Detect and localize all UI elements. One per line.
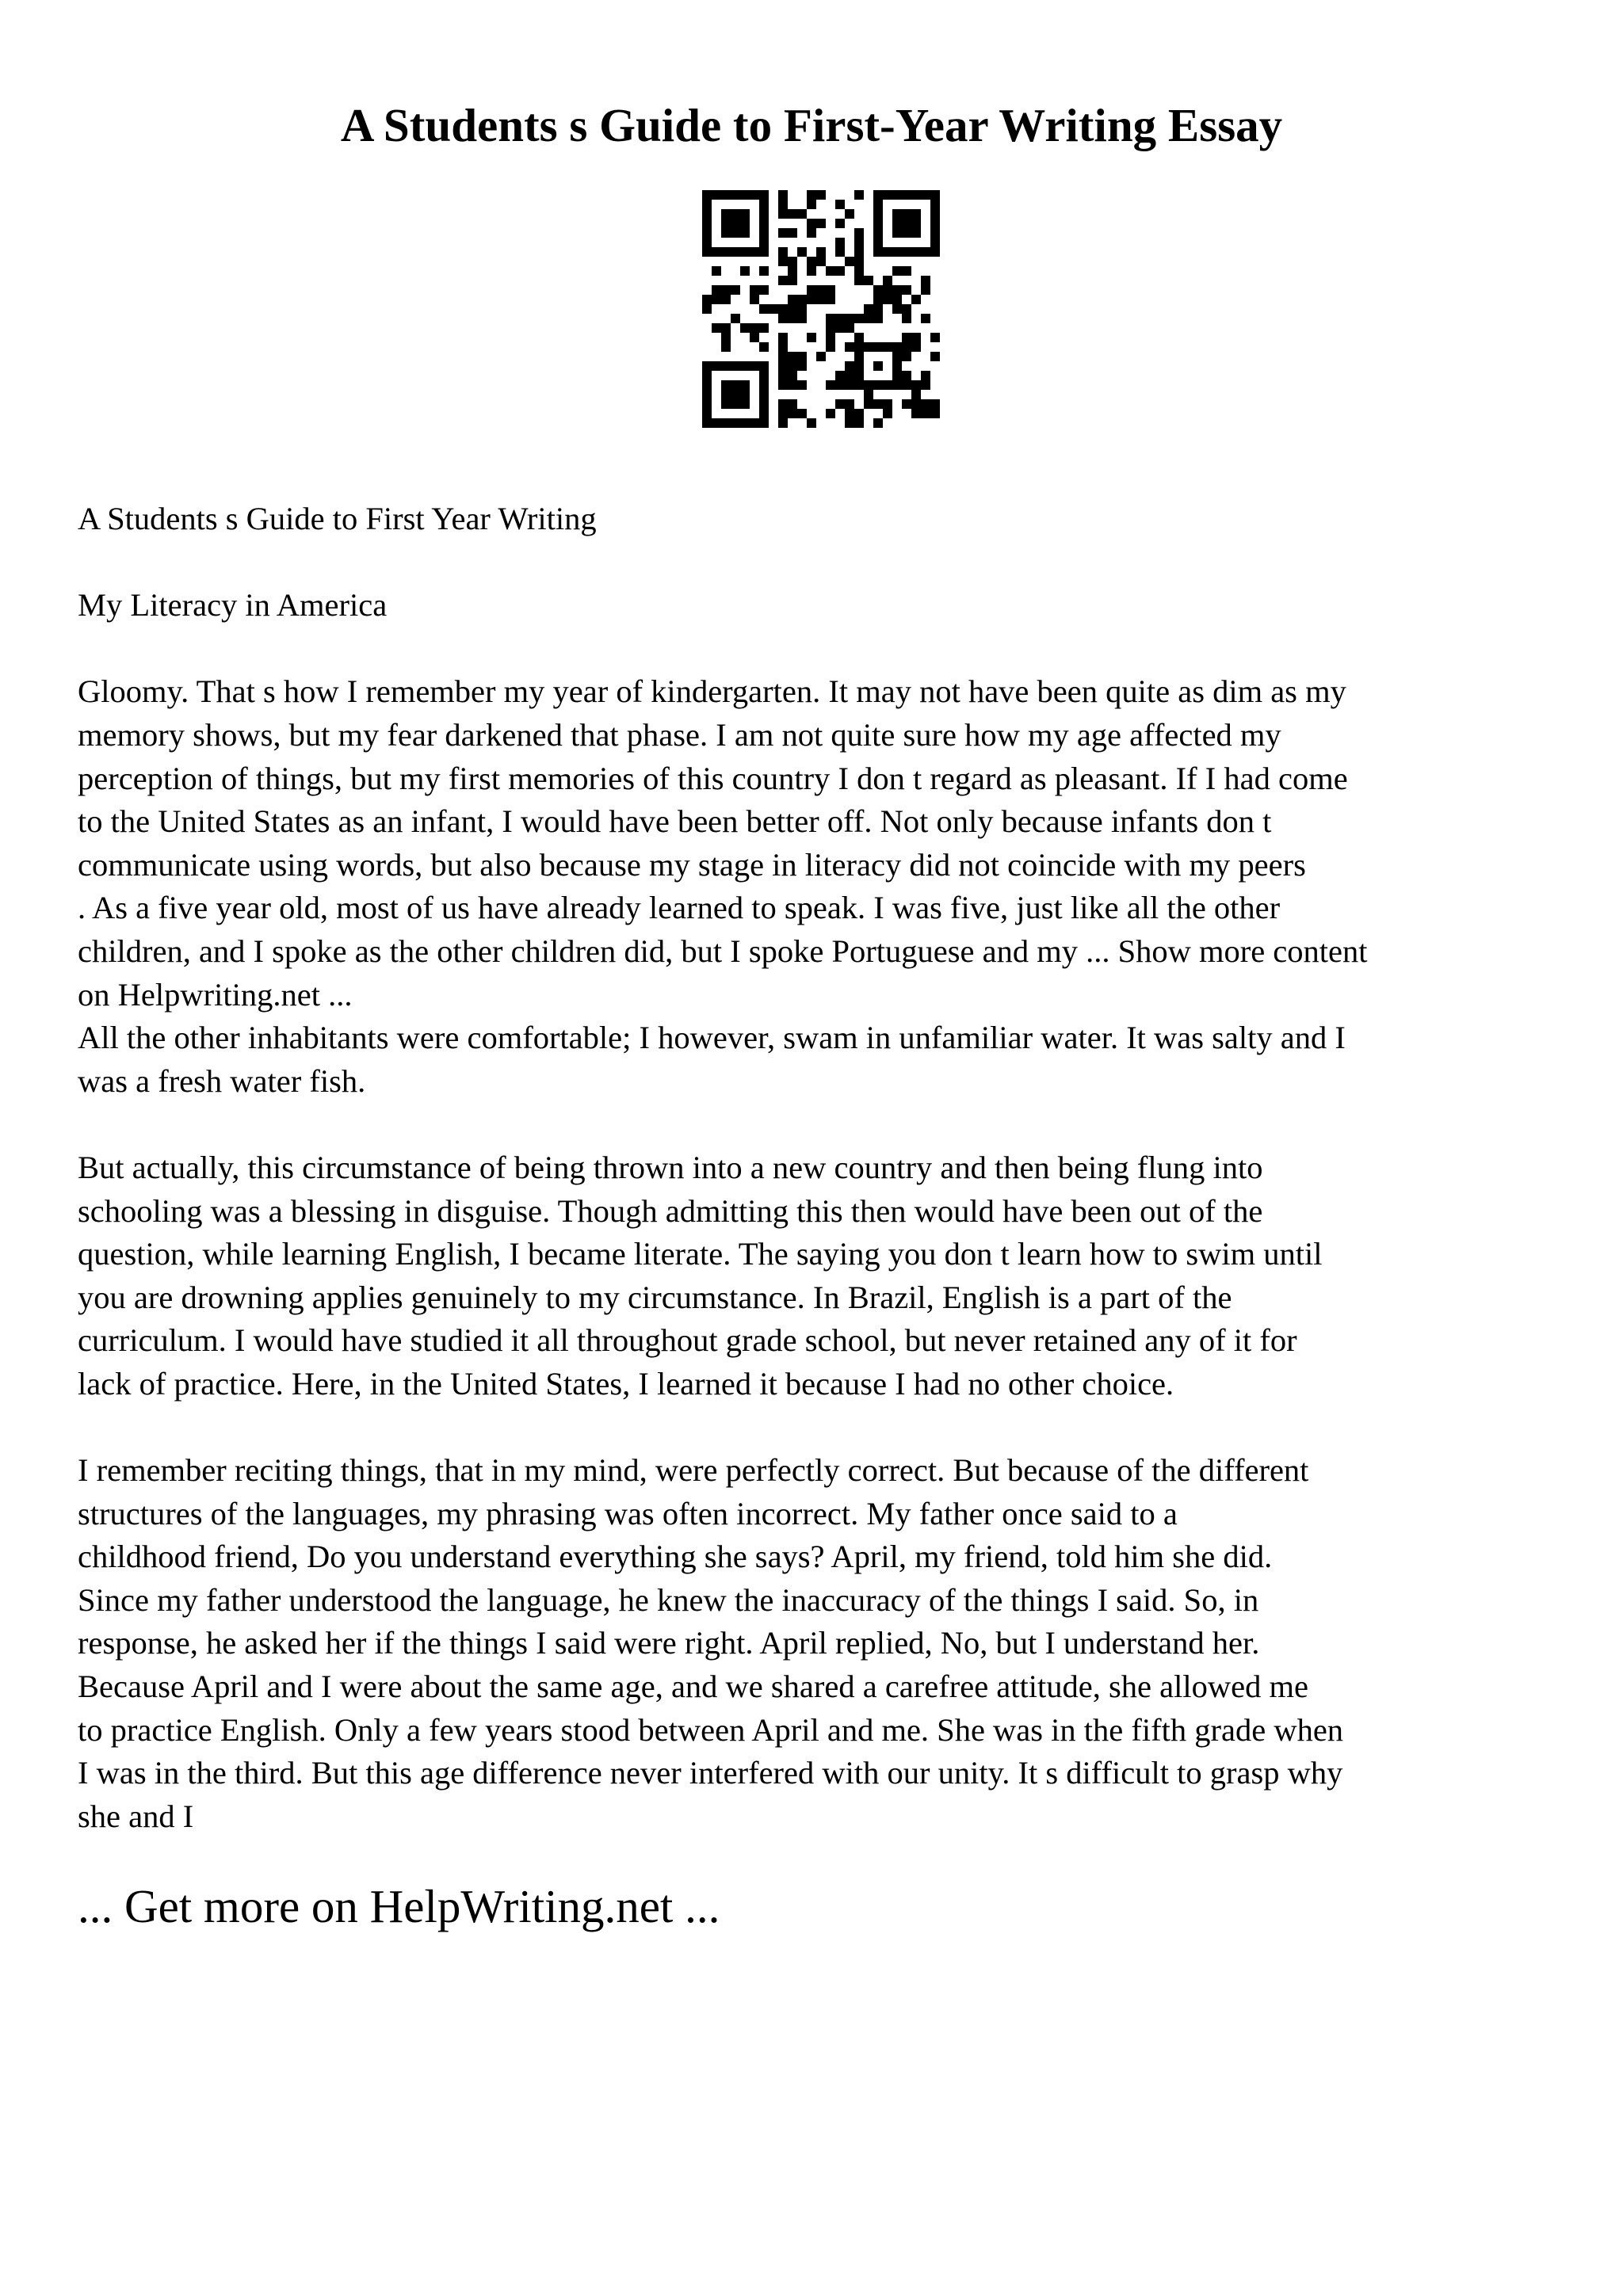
document-body bbox=[78, 498, 1568, 1838]
paragraph-2: All the other inhabitants were comfortable; I however, swam in unfamiliar water. It was salty and I was a fresh water fish. bbox=[78, 1020, 1346, 1099]
get-more-link[interactable]: ... Get more on HelpWriting.net ... bbox=[78, 1880, 720, 1932]
document-title: A Students s Guide to First-Year Writing Essay bbox=[340, 99, 1283, 151]
paragraph-1: Gloomy. That s how I remember my year of kindergarten. It may not have been quite as dim as my memory shows, but my fear darkened that phase. I am not quite sure how my age affected my perception of things, but my first memories of this country I don t regard as pleasant. If I had come to the United States as an infant, I would have been better off. Not only because infants don t communicate using words, but also because my stage in literacy did not coincide with my peers . As a five year old, most of us have already learned to speak. I was five, just like all the other children, and I spoke as the other children did, but I spoke Portuguese and my ... Show more content on Helpwriting.net ... bbox=[78, 673, 1368, 1013]
paragraph-3: But actually, this circumstance of being thrown into a new country and then being flung into schooling was a blessing in disguise. Though admitting this then would have been out of the question, while learning English, I became literate. The saying you don t learn how to swim until you are drowning applies genuinely to my circumstance. In Brazil, English is a part of the curriculum. I would have studied it all throughout grade school, but never retained any of it for lack of practice. Here, in the United States, I learned it because I had no other choice. bbox=[78, 1149, 1323, 1402]
document-subheading: My Literacy in America bbox=[78, 587, 388, 624]
qr-code-icon bbox=[702, 190, 940, 428]
document-heading: A Students s Guide to First Year Writing bbox=[78, 501, 597, 536]
paragraph-4: I remember reciting things, that in my mind, were perfectly correct. But because of the different structures of the languages, my phrasing was often incorrect. My father once said to a childhood friend, Do you understand everything she says? April, my friend, told him she did. Since my father understood the language, he knew the inaccuracy of the things I said. So, in response, he asked her if the things I said were right. April replied, No, but I understand her. Because April and I were about the same age, and we shared a carefree attitude, she allowed me to practice English. Only a few years stood between April and me. She was in the fifth grade when I was in the third. But this age difference never interfered with our unity. It s difficult to grasp why she and I bbox=[78, 1452, 1344, 1834]
